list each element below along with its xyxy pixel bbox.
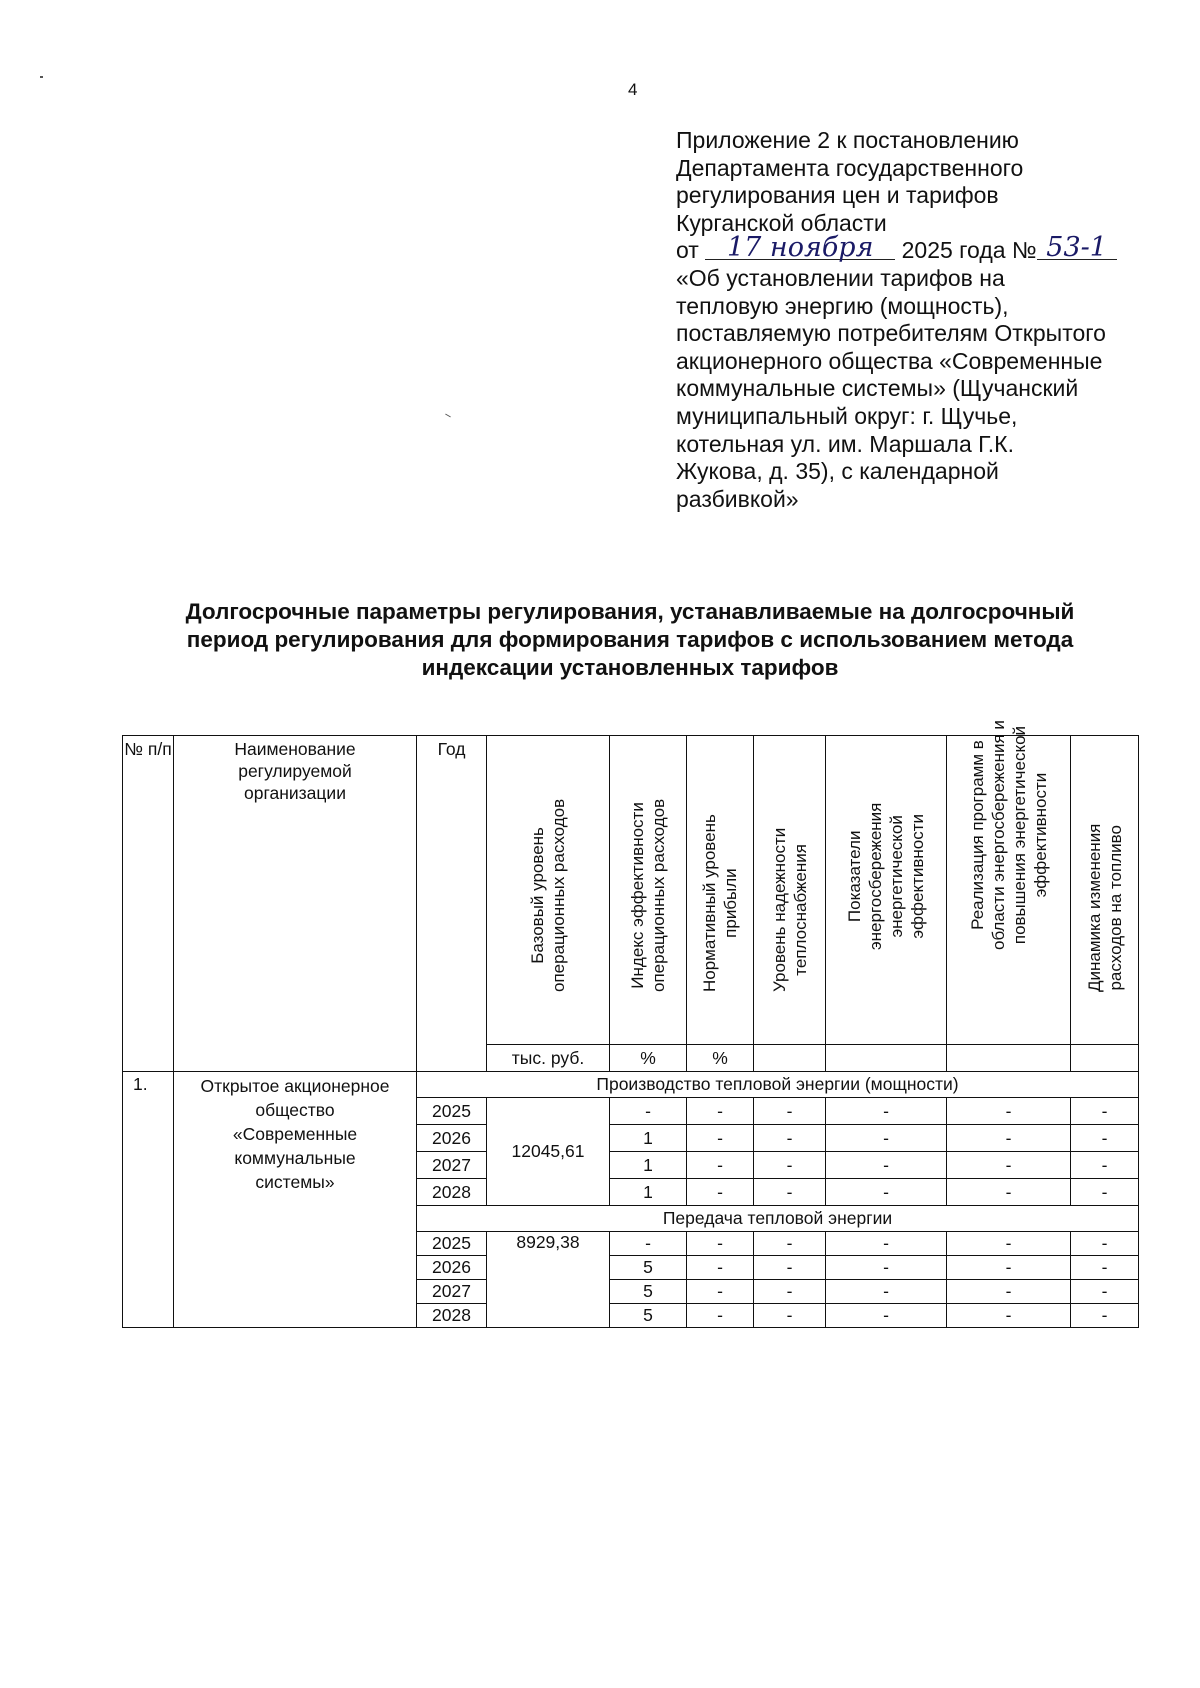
profit-cell: -	[687, 1304, 754, 1328]
profit-cell: -	[687, 1179, 754, 1206]
document-title	[130, 598, 1130, 682]
reliability-cell: -	[754, 1098, 826, 1125]
header-text: Нормативный уровень	[700, 814, 719, 992]
header-num: № п/п	[123, 736, 174, 1072]
energy-cell: -	[826, 1179, 947, 1206]
fuel-cell: -	[1071, 1280, 1139, 1304]
scan-speck	[445, 414, 451, 418]
program-cell: -	[947, 1179, 1071, 1206]
organization-name	[174, 1072, 417, 1328]
appendix-line: разбивкой»	[676, 485, 799, 512]
org-line: общество	[255, 1100, 335, 1120]
reliability-cell: -	[754, 1304, 826, 1328]
unit-base: тыс. руб.	[487, 1045, 610, 1072]
reliability-cell: -	[754, 1280, 826, 1304]
appendix-line: тепловую энергию (мощность),	[676, 292, 1009, 319]
profit-cell: -	[687, 1256, 754, 1280]
eff-cell: 1	[610, 1179, 687, 1206]
reliability-cell: -	[754, 1125, 826, 1152]
fuel-cell: -	[1071, 1125, 1139, 1152]
fuel-cell: -	[1071, 1256, 1139, 1280]
appendix-block	[676, 127, 1176, 513]
header-text: прибыли	[721, 868, 740, 938]
profit-cell: -	[687, 1125, 754, 1152]
org-line: коммунальные	[234, 1148, 356, 1168]
header-text: операционных расходов	[549, 798, 568, 992]
eff-cell: 1	[610, 1152, 687, 1179]
handwritten-number: 53-1	[1037, 237, 1117, 260]
header-text: эффективности	[908, 813, 927, 939]
program-cell: -	[947, 1256, 1071, 1280]
header-text: расходов на топливо	[1105, 825, 1125, 991]
header-text: Индекс эффективности	[628, 802, 647, 989]
appendix-line: коммунальные системы» (Щучанский	[676, 375, 1079, 402]
appendix-line: поставляемую потребителям Открытого	[676, 320, 1106, 347]
section-label: Производство тепловой энергии (мощности)	[417, 1072, 1139, 1098]
profit-cell: -	[687, 1098, 754, 1125]
org-line: системы»	[255, 1172, 335, 1192]
reliability-cell: -	[754, 1232, 826, 1256]
appendix-line: Департамента государственного	[676, 154, 1024, 181]
energy-cell: -	[826, 1280, 947, 1304]
energy-cell: -	[826, 1098, 947, 1125]
program-cell: -	[947, 1280, 1071, 1304]
header-text: повышения энергетической	[1009, 725, 1029, 945]
scan-speck	[40, 76, 43, 78]
header-text: Базовый уровень	[528, 827, 547, 964]
header-text: Уровень надежности	[769, 827, 789, 992]
org-line: Открытое акционерное	[200, 1076, 390, 1096]
eff-cell: -	[610, 1098, 687, 1125]
title-line: индексации установленных тарифов	[421, 655, 839, 680]
unit-empty	[1071, 1045, 1139, 1072]
eff-cell: -	[610, 1232, 687, 1256]
appendix-date-line	[676, 232, 1176, 265]
appendix-line: Приложение 2 к постановлению	[676, 127, 1019, 153]
unit-empty	[754, 1045, 826, 1072]
fuel-cell: -	[1071, 1179, 1139, 1206]
header-reliability	[754, 736, 826, 1045]
eff-cell: 5	[610, 1256, 687, 1280]
energy-cell: -	[826, 1152, 947, 1179]
year-cell: 2028	[417, 1179, 487, 1206]
year-cell: 2026	[417, 1256, 487, 1280]
reliability-cell: -	[754, 1152, 826, 1179]
header-text: Реализация программ в	[967, 740, 987, 930]
unit-profit: %	[687, 1045, 754, 1072]
program-cell: -	[947, 1098, 1071, 1125]
program-cell: -	[947, 1152, 1071, 1179]
header-text: Динамика изменения	[1084, 823, 1104, 992]
header-text: эффективности	[1030, 772, 1050, 898]
page-number: 4	[628, 80, 638, 99]
appendix-line: Курганской области	[676, 209, 887, 236]
year-cell: 2025	[417, 1232, 487, 1256]
header-text: области энергосбережения и	[988, 720, 1008, 950]
header-text: энергосбережения	[866, 802, 885, 950]
unit-empty	[947, 1045, 1071, 1072]
title-line: период регулирования для формирования тарифов с использованием метода	[186, 627, 1074, 652]
section-label: Передача тепловой энергии	[417, 1206, 1139, 1232]
profit-cell: -	[687, 1152, 754, 1179]
energy-cell: -	[826, 1304, 947, 1328]
header-text: Показатели	[845, 830, 864, 923]
year-cell: 2025	[417, 1098, 487, 1125]
profit-cell: -	[687, 1232, 754, 1256]
header-fuel	[1071, 736, 1139, 1045]
appendix-line: котельная ул. им. Маршала Г.К.	[676, 430, 1014, 457]
appendix-line: «Об установлении тарифов на	[676, 264, 1005, 291]
base-cost-cell: 12045,61	[487, 1098, 610, 1206]
eff-cell: 5	[610, 1280, 687, 1304]
fuel-cell: -	[1071, 1304, 1139, 1328]
header-programs	[947, 720, 1071, 1045]
date-middle: 2025 года №	[901, 237, 1037, 264]
fuel-cell: -	[1071, 1152, 1139, 1179]
header-text: энергетической	[887, 815, 906, 938]
year-cell: 2027	[417, 1280, 487, 1304]
header-org: Наименование регулируемой организации	[174, 736, 417, 1072]
eff-cell: 5	[610, 1304, 687, 1328]
header-profit	[687, 736, 754, 1045]
unit-eff: %	[610, 1045, 687, 1072]
parameters-table	[122, 720, 1139, 1328]
row-number: 1.	[123, 1072, 174, 1328]
handwritten-date: 17 ноября	[705, 237, 895, 260]
fuel-cell: -	[1071, 1098, 1139, 1125]
energy-cell: -	[826, 1256, 947, 1280]
reliability-cell: -	[754, 1179, 826, 1206]
date-prefix: от	[676, 237, 699, 264]
header-text: операционных расходов	[649, 798, 668, 992]
title-line: Долгосрочные параметры регулирования, устанавливаемые на долгосрочный	[185, 599, 1075, 624]
year-cell: 2027	[417, 1152, 487, 1179]
header-text: теплоснабжения	[790, 844, 810, 976]
program-cell: -	[947, 1304, 1071, 1328]
unit-empty	[826, 1045, 947, 1072]
base-cost-cell: 8929,38	[487, 1232, 610, 1328]
appendix-line: муниципальный округ: г. Щучье,	[676, 402, 1018, 429]
appendix-line: Жукова, д. 35), с календарной	[676, 458, 999, 485]
energy-cell: -	[826, 1125, 947, 1152]
appendix-line: акционерного общества «Современные	[676, 347, 1103, 374]
year-cell: 2028	[417, 1304, 487, 1328]
org-line: «Современные	[232, 1124, 358, 1144]
appendix-line: регулирования цен и тарифов	[676, 182, 999, 209]
header-base-cost	[487, 736, 610, 1045]
eff-cell: 1	[610, 1125, 687, 1152]
year-cell: 2026	[417, 1125, 487, 1152]
header-year: Год	[417, 736, 487, 1072]
fuel-cell: -	[1071, 1232, 1139, 1256]
reliability-cell: -	[754, 1256, 826, 1280]
energy-cell: -	[826, 1232, 947, 1256]
profit-cell: -	[687, 1280, 754, 1304]
header-energy-saving	[826, 736, 947, 1045]
header-efficiency	[610, 736, 687, 1045]
program-cell: -	[947, 1232, 1071, 1256]
program-cell: -	[947, 1125, 1071, 1152]
